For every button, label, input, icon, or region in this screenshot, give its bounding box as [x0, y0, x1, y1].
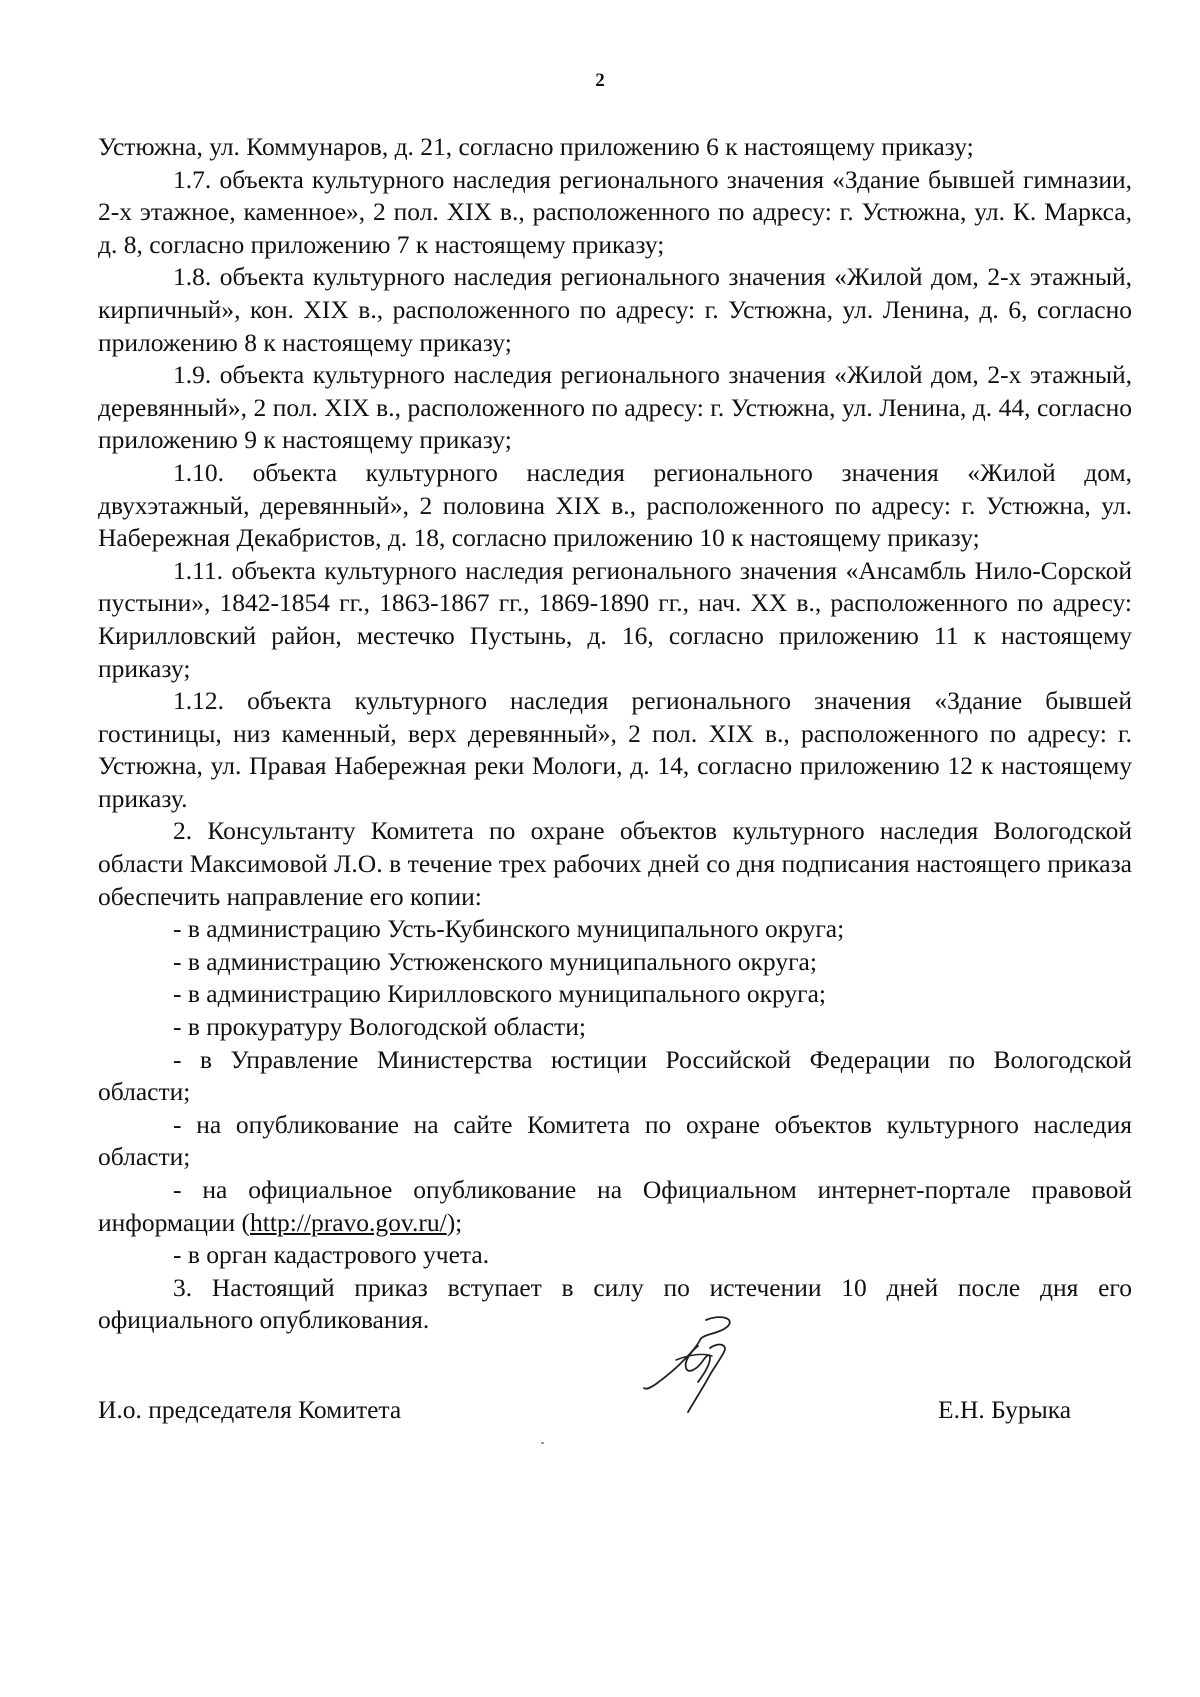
paragraph-1-10: 1.10. объекта культурного наследия регионального значения «Жилой дом, двухэтажный, деревянный», 2 половина XIX в., расположенного по адресу: г. Устюжна, ул. Набережная Декабристов, д. 18, согласно приложению 10 к настоящему приказу;: [98, 457, 1132, 553]
list-item-ust-kubinsky: - в администрацию Усть-Кубинского муниципального округа;: [173, 914, 845, 944]
paragraph-1-9: 1.9. объекта культурного наследия регионального значения «Жилой дом, 2-х этажный, деревянный», 2 пол. XIX в., расположенного по адресу: г. Устюжна, ул. Ленина, д. 44, согласно приложению 9 к настоящему приказу;: [98, 360, 1132, 455]
list-item-prosecutor: - в прокуратуру Вологодской области;: [173, 1012, 586, 1042]
paragraph-1-8: 1.8. объекта культурного наследия регионального значения «Жилой дом, 2-х этажный, кирпичный», кон. XIX в., расположенного по адресу: г. Устюжна, ул. Ленина, д. 6, согласно приложению 8 к настоящему приказу;: [98, 262, 1132, 357]
scan-speck: [541, 1442, 544, 1444]
list-item-justice-ministry: - в Управление Министерства юстиции Российской Федерации по Вологодской области;: [98, 1044, 1132, 1107]
page-number: 2: [595, 70, 605, 91]
list-item-official-portal: [98, 1174, 1132, 1239]
paragraph-1-12: 1.12. объекта культурного наследия регионального значения «Здание бывшей гостиницы, низ каменный, верх деревянный», 2 пол. XIX в., расположенного по адресу: г. Устюжна, ул. Правая Набережная реки Мологи, д. 14, согласно приложению 12 к настоящему приказу.: [98, 686, 1132, 813]
list-item-cadastral: - в орган кадастрового учета.: [173, 1240, 490, 1270]
document-body: [98, 131, 1132, 1337]
paragraph-2: 2. Консультанту Комитета по охране объектов культурного наследия Вологодской области Максимовой Л.О. в течение трех рабочих дней со дня подписания настоящего приказа обеспечить направление его копии:: [98, 816, 1132, 911]
paragraph-3: 3. Настоящий приказ вступает в силу по истечении 10 дней после дня его официального опубликования.: [98, 1272, 1132, 1335]
list-item-kirillovsky: - в администрацию Кирилловского муниципального округа;: [173, 979, 826, 1009]
list-item-committee-site: - на опубликование на сайте Комитета по охране объектов культурного наследия области;: [98, 1109, 1132, 1172]
paragraph-1-11: 1.11. объекта культурного наследия регионального значения «Ансамбль Нило-Сорской пустыни», 1842-1854 гг., 1863-1867 гг., 1869-1890 гг., нач. XX в., расположенного по адресу: Кирилловский район, местечко Пустынь, д. 16, согласно приложению 11 к настоящему приказу;: [98, 555, 1132, 683]
official-portal-text: - на официальное опубликование на Официальном интернет-портале правовой информации (: [98, 1175, 1132, 1237]
signatory-name: Е.Н. Бурыка: [938, 1395, 1072, 1424]
pravo-gov-link[interactable]: http://pravo.gov.ru/: [250, 1207, 447, 1237]
signatory-title: И.о. председателя Комитета: [98, 1395, 402, 1424]
handwritten-signature: [640, 1312, 750, 1417]
list-item-ustyuzhensky: - в администрацию Устюженского муниципального округа;: [173, 946, 817, 976]
paragraph-continuation: Устюжна, ул. Коммунаров, д. 21, согласно приложению 6 к настоящему приказу;: [98, 132, 974, 161]
official-portal-suffix: );: [446, 1207, 463, 1237]
paragraph-1-7: 1.7. объекта культурного наследия регионального значения «Здание бывшей гимназии, 2-х этажное, каменное», 2 пол. XIX в., расположенного по адресу: г. Устюжна, ул. К. Маркса, д. 8, согласно приложению 7 к настоящему приказу;: [98, 164, 1132, 259]
